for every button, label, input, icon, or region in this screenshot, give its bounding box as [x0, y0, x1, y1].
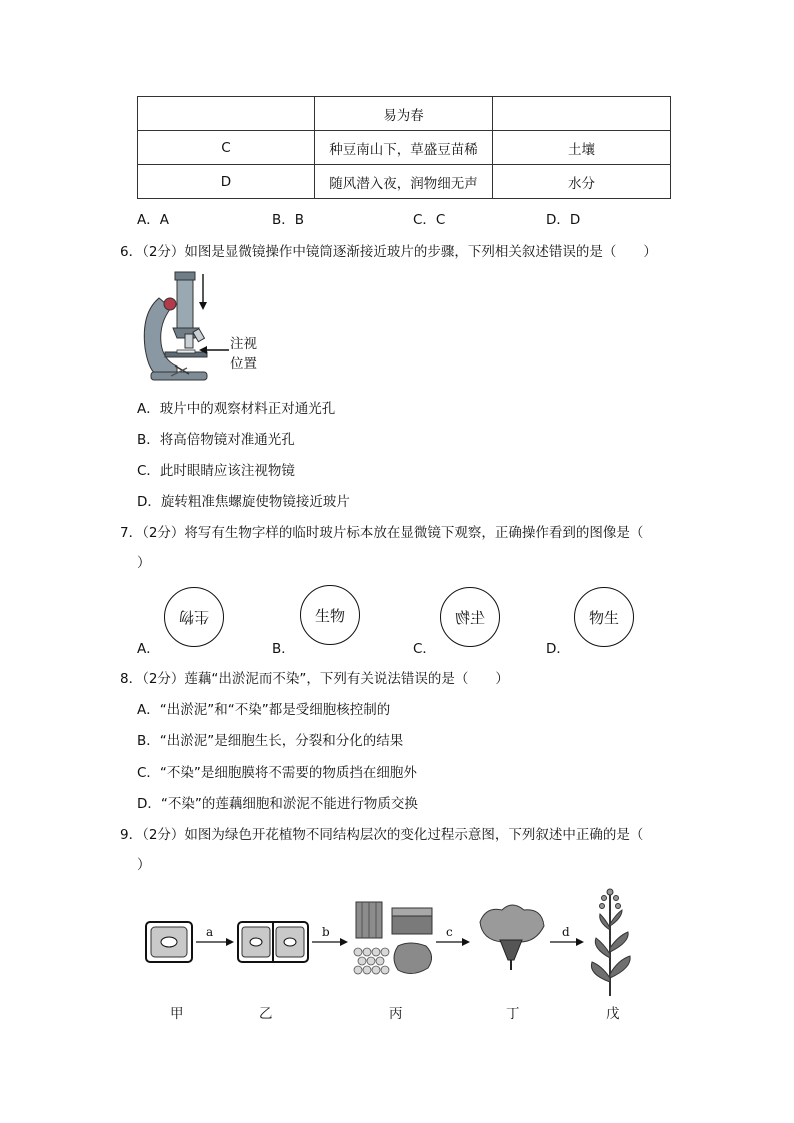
tissues [354, 902, 432, 974]
plant-structure-diagram [140, 882, 660, 1002]
q8-option-d[interactable]: D．“不染”的莲藕细胞和淤泥不能进行物质交换 [137, 796, 418, 812]
flower [480, 905, 544, 970]
table-cell: 随风潜入夜，润物细无声 [315, 165, 493, 199]
stage-label-bing: 丙 [389, 1006, 403, 1022]
microscope-label-line2: 位置 [230, 356, 257, 372]
q7-image-a-text: 生物 [178, 607, 209, 626]
q7-option-d[interactable]: D． [546, 641, 570, 657]
arrow-label-d: d [562, 925, 570, 939]
stage-label-jia: 甲 [170, 1006, 184, 1022]
table-cell: 种豆南山下，草盛豆苗稀 [315, 131, 493, 165]
q8-option-a[interactable]: A．“出淤泥”和“不染”都是受细胞核控制的 [137, 702, 391, 718]
q7-option-b[interactable]: B． [272, 641, 295, 657]
stage-label-yi: 乙 [259, 1006, 273, 1022]
q7-image-a[interactable] [164, 587, 224, 647]
answer-table [137, 96, 671, 199]
q6-option-a[interactable]: A．玻片中的观察材料正对通光孔 [137, 401, 336, 417]
q5-option-b[interactable]: B．B [272, 212, 305, 228]
stage-label-ding: 丁 [506, 1006, 520, 1022]
table-cell: C [138, 131, 315, 165]
q7-option-a[interactable]: A． [137, 641, 160, 657]
q7-image-c-text: 生物 [454, 608, 485, 627]
cell-single [146, 922, 192, 962]
q7-image-d[interactable] [574, 587, 634, 647]
table-cell: 易为春 [315, 97, 493, 131]
q6-option-d[interactable]: D．旋转粗准焦螺旋使物镜接近玻片 [137, 494, 350, 510]
q7-image-c[interactable] [440, 587, 500, 647]
q7-image-b[interactable] [300, 585, 360, 645]
table-row [138, 97, 671, 131]
cell-pair [238, 922, 308, 962]
arrow-label-c: c [446, 925, 453, 939]
q7-stem-line2: ） [137, 555, 151, 571]
q9-stem-line1: 9．（2分）如图为绿色开花植物不同结构层次的变化过程示意图，下列叙述中正确的是（ [120, 827, 644, 843]
q6-option-c[interactable]: C．此时眼睛应该注视物镜 [137, 463, 295, 479]
table-cell: 水分 [493, 165, 671, 199]
q8-option-c[interactable]: C．“不染”是细胞膜将不需要的物质挡在细胞外 [137, 765, 417, 781]
table-row [138, 165, 671, 199]
q6-option-b[interactable]: B．将高倍物镜对准通光孔 [137, 432, 295, 448]
table-cell: D [138, 165, 315, 199]
q7-stem-line1: 7．（2分）将写有生物字样的临时玻片标本放在显微镜下观察，正确操作看到的图像是（ [120, 525, 644, 541]
whole-plant [591, 889, 630, 996]
q7-image-b-text: 生物 [314, 606, 345, 625]
table-cell [493, 97, 671, 131]
q6-stem: 6．（2分）如图是显微镜操作中镜筒逐渐接近玻片的步骤，下列相关叙述错误的是（ ） [120, 244, 657, 260]
q7-image-d-text: 物生 [588, 608, 619, 627]
table-cell [138, 97, 315, 131]
q7-option-c[interactable]: C． [413, 641, 436, 657]
table-row [138, 131, 671, 165]
q9-stem-line2: ） [137, 857, 151, 873]
q8-option-b[interactable]: B．“出淤泥”是细胞生长，分裂和分化的结果 [137, 733, 404, 749]
table-cell: 土壤 [493, 131, 671, 165]
arrow-label-a: a [206, 925, 214, 939]
q5-option-c[interactable]: C．C [413, 212, 446, 228]
q8-stem: 8．（2分）莲藕“出淤泥而不染”，下列有关说法错误的是（ ） [120, 671, 509, 687]
microscope-label-line1: 注视 [230, 336, 257, 352]
arrow-label-b: b [322, 925, 330, 939]
stage-label-wu: 戊 [606, 1006, 620, 1022]
q5-option-d[interactable]: D．D [546, 212, 581, 228]
q5-option-a[interactable]: A．A [137, 212, 169, 228]
